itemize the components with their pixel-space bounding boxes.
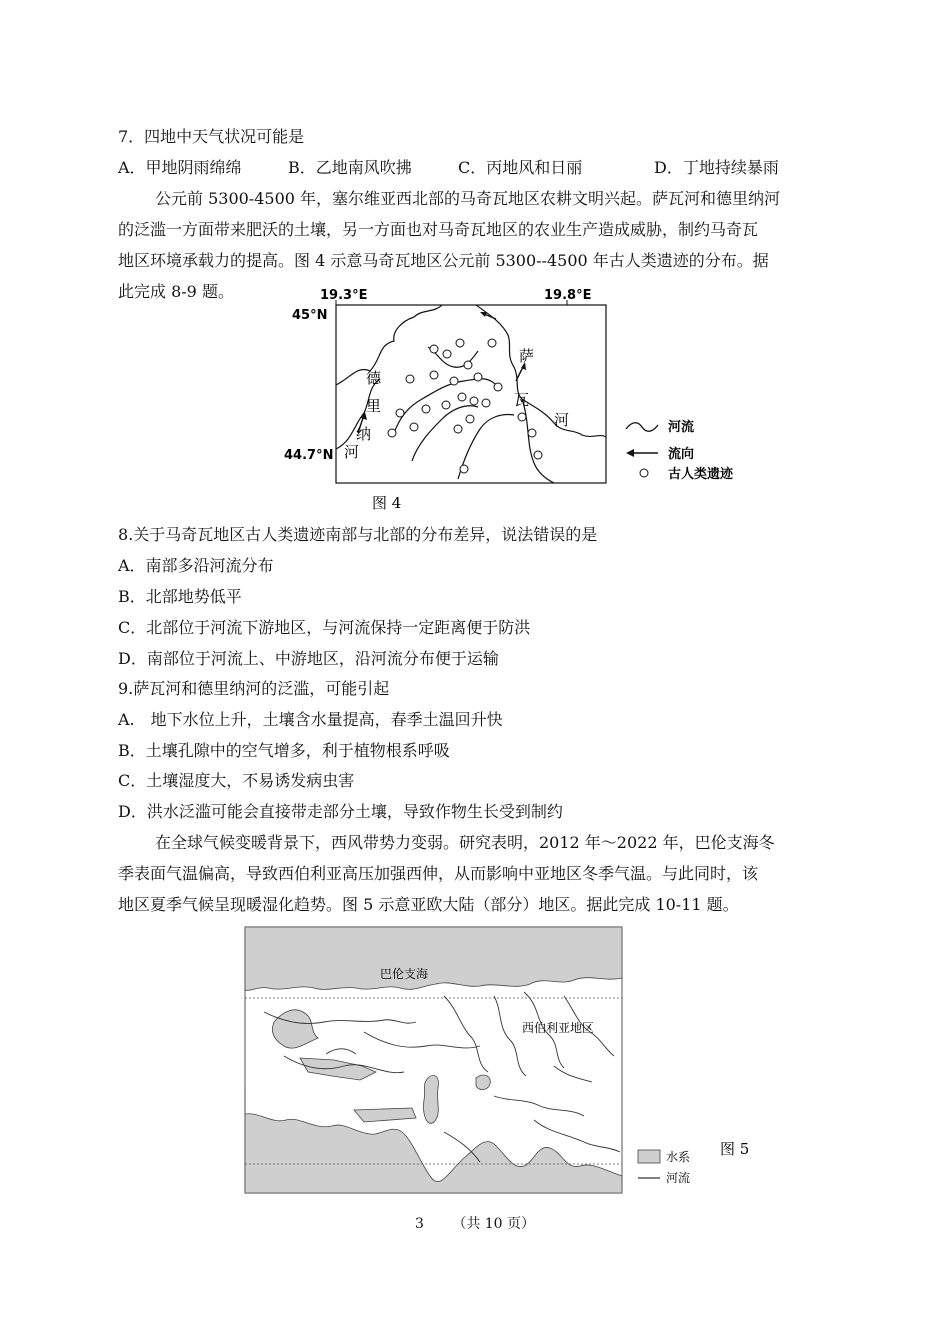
q7-option-d: D．丁地持续暴雨: [654, 158, 779, 177]
figure4-legend-flow: 流向: [668, 447, 695, 462]
passage1-line-2: 的泛滥一方面带来肥沃的土壤，另一方面也对马奇瓦地区的农业生产造成威胁，制约马奇瓦: [118, 220, 759, 239]
q8-stem: 8.关于马奇瓦地区古人类遗迹南部与北部的分布差异，说法错误的是: [118, 525, 598, 544]
figure4-lon-right: 19.8°E: [544, 288, 592, 303]
q8-option-a: A．南部多沿河流分布: [118, 556, 274, 575]
q9-stem: 9.萨瓦河和德里纳河的泛滥，可能引起: [118, 679, 390, 698]
q8-option-c: C．北部位于河流下游地区，与河流保持一定距离便于防洪: [118, 618, 531, 637]
q9-option-b: B．土壤孔隙中的空气增多，利于植物根系呼吸: [118, 741, 450, 760]
q7-stem: 7．四地中天气状况可能是: [118, 127, 305, 146]
q9-option-a: A. 地下水位上升，土壤含水量提高，春季土温回升快: [118, 710, 503, 729]
figure5-caption: 图 5: [720, 1140, 750, 1158]
figure5-legend-river: 河流: [666, 1171, 691, 1185]
page-footer: [0, 1213, 950, 1233]
figure4-label-sava-1: 萨: [519, 347, 535, 365]
figure5-legend-water: 水系: [666, 1150, 691, 1164]
figure4-label-drina-4: 河: [344, 443, 360, 461]
figure4-caption: 图 4: [372, 494, 402, 512]
figure5-map: [244, 926, 764, 1196]
figure4-label-sava-3: 河: [554, 411, 570, 429]
q8-option-d: D．南部位于河流上、中游地区，沿河流分布便于运输: [118, 649, 499, 668]
figure4-lat-top: 45°N: [292, 308, 328, 323]
passage2-line-3: 地区夏季气候呈现暖湿化趋势。图 5 示意亚欧大陆（部分）地区。据此完成 10-11 题。: [118, 895, 739, 914]
figure4-label-sava-2: 瓦: [514, 391, 530, 409]
q7-option-c: C．丙地风和日丽: [458, 158, 583, 177]
figure4-label-drina-2: 里: [366, 397, 382, 415]
passage1-line-3: 地区环境承载力的提高。图 4 示意马奇瓦地区公元前 5300--4500 年古人类遗迹的分布。据: [118, 251, 769, 270]
figure5-label-siberia: 西伯利亚地区: [522, 1021, 595, 1035]
figure4-legend-river: 河流: [668, 420, 695, 435]
figure4-lon-left: 19.3°E: [320, 288, 368, 303]
q8-option-b: B．北部地势低平: [118, 587, 242, 606]
figure4-label-drina-3: 纳: [356, 425, 372, 443]
passage1-line-4: 此完成 8-9 题。: [118, 282, 234, 301]
passage2-line-2: 季表面气温偏高，导致西伯利亚高压加强西伸，从而影响中亚地区冬季气温。与此同时，该: [118, 864, 759, 883]
q7-option-a: A．甲地阴雨绵绵: [118, 158, 242, 177]
passage1-line-1: 公元前 5300-4500 年，塞尔维亚西北部的马奇瓦地区农耕文明兴起。萨瓦河和德里纳河: [155, 189, 781, 208]
figure4-map: [282, 283, 762, 515]
passage2-line-1: 在全球气候变暖背景下，西风带势力变弱。研究表明，2012 年～2022 年，巴伦支海冬: [155, 833, 775, 852]
figure4-legend-site: 古人类遗迹: [668, 467, 734, 482]
figure4-label-drina-1: 德: [366, 369, 382, 387]
page-number: 3: [414, 1216, 424, 1232]
figure4-lat-bottom: 44.7°N: [284, 448, 334, 463]
q9-option-c: C．土壤湿度大，不易诱发病虫害: [118, 771, 355, 790]
page-total: （共 10 页）: [452, 1216, 536, 1232]
figure5-label-barents: 巴伦支海: [380, 967, 429, 981]
q7-option-b: B．乙地南风吹拂: [288, 158, 412, 177]
q9-option-d: D．洪水泛滥可能会直接带走部分土壤，导致作物生长受到制约: [118, 802, 563, 821]
